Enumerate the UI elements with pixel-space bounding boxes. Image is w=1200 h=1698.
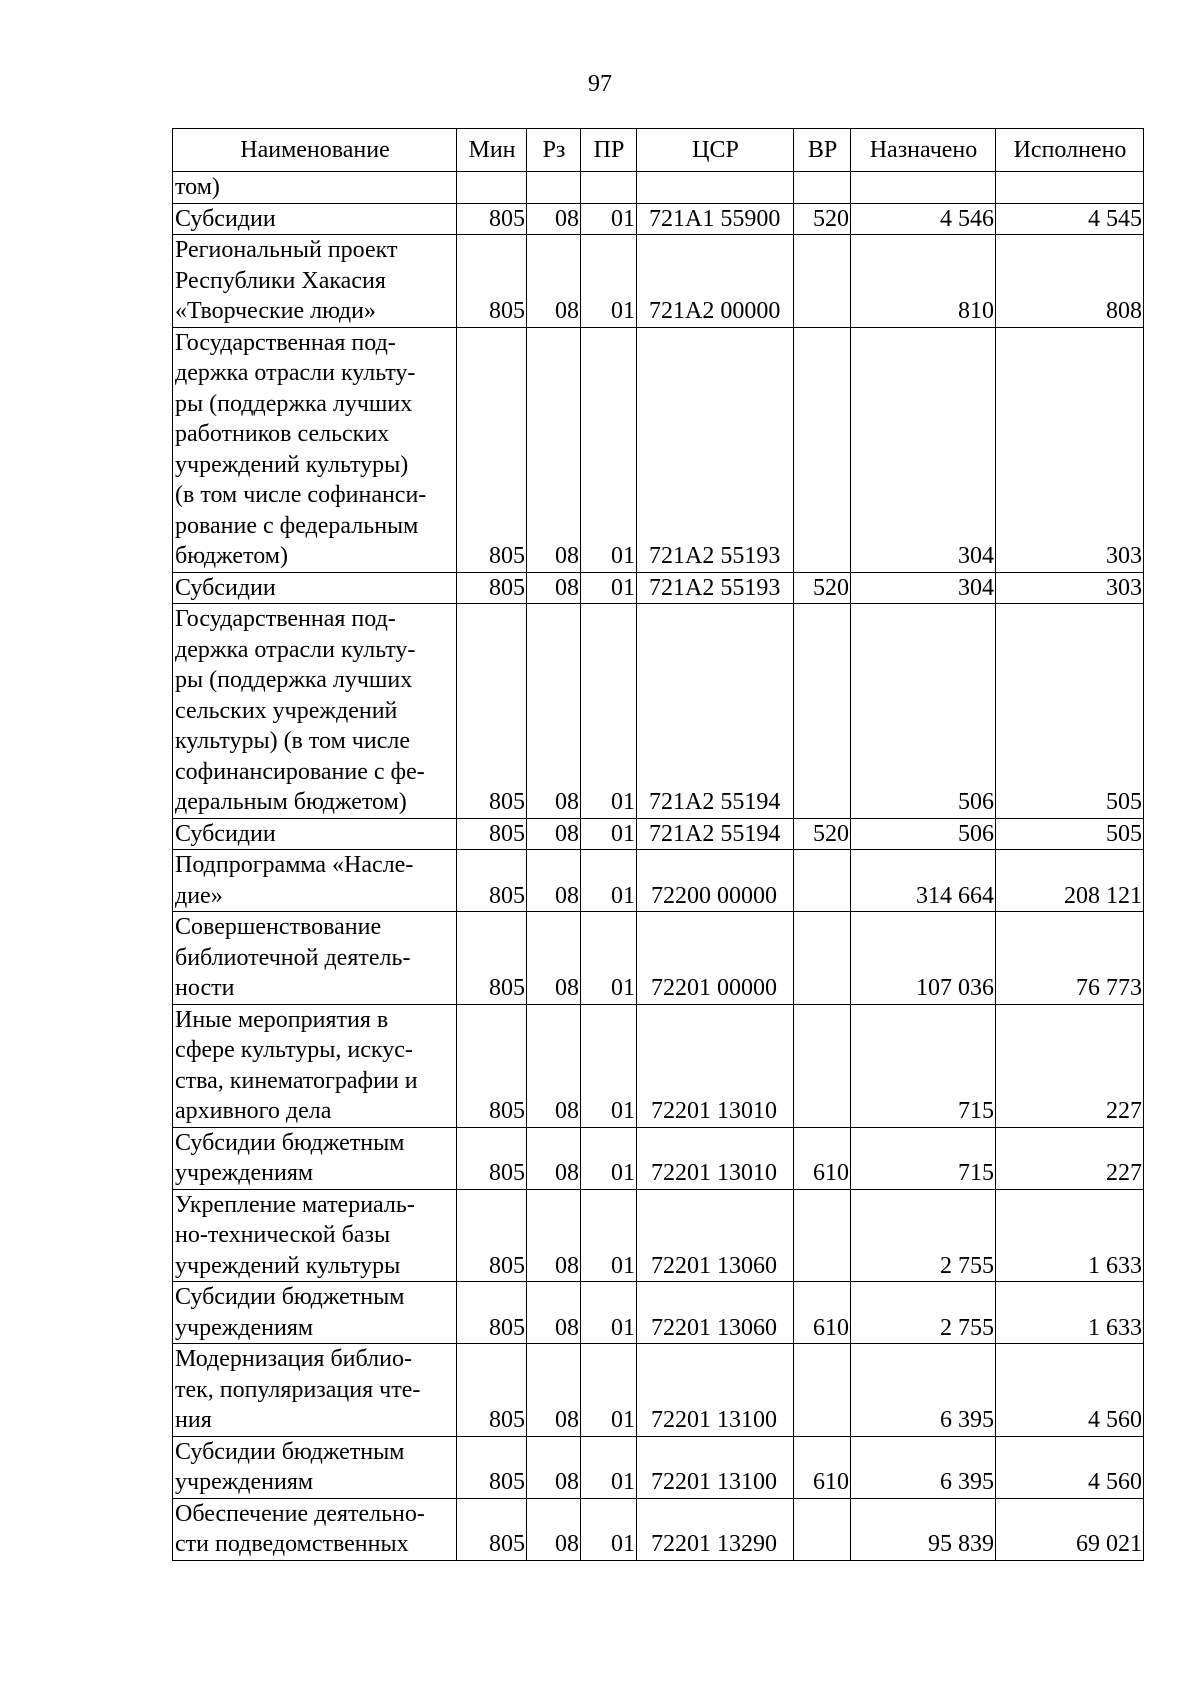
cell-csr: 721A1 55900 xyxy=(637,203,794,235)
cell-rz: 08 xyxy=(527,1498,581,1560)
header-csr: ЦСР xyxy=(637,129,794,172)
cell-pr: 01 xyxy=(581,1282,637,1344)
cell-name xyxy=(173,1282,457,1344)
cell-min: 805 xyxy=(457,572,527,604)
cell-name-line: сфере культуры, искус- xyxy=(175,1037,413,1063)
cell-name-line: культуры) (в том числе xyxy=(175,728,410,754)
cell-assigned xyxy=(851,172,996,204)
cell-name-line: Субсидии бюджетным xyxy=(175,1284,405,1310)
cell-min: 805 xyxy=(457,1344,527,1437)
cell-pr: 01 xyxy=(581,1189,637,1282)
cell-min xyxy=(457,172,527,204)
cell-min: 805 xyxy=(457,327,527,572)
cell-name xyxy=(173,327,457,572)
cell-name xyxy=(173,1436,457,1498)
cell-executed: 227 xyxy=(996,1127,1144,1189)
cell-name-line: Субсидии xyxy=(175,574,276,601)
cell-assigned: 810 xyxy=(851,235,996,328)
cell-pr: 01 xyxy=(581,1344,637,1437)
cell-name-line: но-технической базы xyxy=(175,1222,391,1248)
budget-execution-table xyxy=(172,128,1144,1561)
header-pr: ПР xyxy=(581,129,637,172)
cell-name-line: держка отрасли культу- xyxy=(175,360,416,386)
cell-name-line: Субсидии бюджетным xyxy=(175,1129,405,1156)
cell-rz: 08 xyxy=(527,572,581,604)
cell-name xyxy=(173,235,457,328)
cell-executed: 1 633 xyxy=(996,1282,1144,1344)
cell-csr: 721A2 55193 xyxy=(637,327,794,572)
cell-name-line: том) xyxy=(175,174,220,200)
cell-vr: 520 xyxy=(794,818,851,850)
cell-executed: 227 xyxy=(996,1004,1144,1127)
cell-pr: 01 xyxy=(581,850,637,912)
header-assigned: Назначено xyxy=(851,129,996,172)
cell-assigned: 6 395 xyxy=(851,1344,996,1437)
table-row xyxy=(173,1344,1144,1437)
table-row xyxy=(173,203,1144,235)
cell-csr: 72201 13290 xyxy=(637,1498,794,1560)
cell-assigned: 107 036 xyxy=(851,912,996,1005)
cell-assigned: 304 xyxy=(851,572,996,604)
cell-vr: 520 xyxy=(794,572,851,604)
cell-csr: 721A2 00000 xyxy=(637,235,794,328)
table-row xyxy=(173,604,1144,819)
cell-name-line: Государственная под- xyxy=(175,606,396,632)
cell-name xyxy=(173,203,457,235)
cell-rz: 08 xyxy=(527,235,581,328)
cell-pr: 01 xyxy=(581,1127,637,1189)
table-row xyxy=(173,172,1144,204)
table-row xyxy=(173,912,1144,1005)
cell-min: 805 xyxy=(457,818,527,850)
cell-csr: 72201 13010 xyxy=(637,1004,794,1127)
cell-pr: 01 xyxy=(581,327,637,572)
cell-name xyxy=(173,1189,457,1282)
cell-name xyxy=(173,172,457,204)
cell-name-line: сельских учреждений xyxy=(175,697,398,724)
cell-rz: 08 xyxy=(527,1127,581,1189)
cell-vr xyxy=(794,327,851,572)
cell-csr: 721A2 55193 xyxy=(637,572,794,604)
cell-executed: 303 xyxy=(996,327,1144,572)
cell-name-line: бюджетом) xyxy=(175,543,288,569)
cell-rz: 08 xyxy=(527,850,581,912)
cell-rz: 08 xyxy=(527,818,581,850)
cell-assigned: 95 839 xyxy=(851,1498,996,1560)
cell-name-line: ры (поддержка лучших xyxy=(175,390,413,417)
cell-name-line: библиотечной деятель- xyxy=(175,944,411,971)
table-row xyxy=(173,1498,1144,1560)
table-row xyxy=(173,235,1144,328)
cell-csr: 72201 13100 xyxy=(637,1344,794,1437)
table-row xyxy=(173,327,1144,572)
table-row xyxy=(173,1189,1144,1282)
cell-rz: 08 xyxy=(527,1282,581,1344)
cell-name-line: учреждений культуры xyxy=(175,1252,401,1279)
cell-min: 805 xyxy=(457,1498,527,1560)
cell-name xyxy=(173,912,457,1005)
cell-name-line: софинансирование с фе- xyxy=(175,758,425,785)
cell-assigned: 506 xyxy=(851,604,996,819)
cell-name-line: учреждений культуры) xyxy=(175,451,409,478)
cell-rz: 08 xyxy=(527,1189,581,1282)
cell-name xyxy=(173,572,457,604)
cell-executed: 4 545 xyxy=(996,203,1144,235)
cell-csr: 721A2 55194 xyxy=(637,604,794,819)
cell-vr: 610 xyxy=(794,1436,851,1498)
cell-min: 805 xyxy=(457,604,527,819)
cell-name-line: ства, кинематографии и xyxy=(175,1067,418,1094)
cell-name-line: Субсидии xyxy=(175,820,276,847)
cell-name-line: Обеспечение деятельно- xyxy=(175,1500,425,1527)
cell-name-line: учреждениям xyxy=(175,1160,314,1186)
cell-vr xyxy=(794,1498,851,1560)
cell-name-line: учреждениям xyxy=(175,1314,314,1341)
cell-vr: 610 xyxy=(794,1282,851,1344)
cell-pr: 01 xyxy=(581,1436,637,1498)
cell-rz: 08 xyxy=(527,1436,581,1498)
table-row xyxy=(173,818,1144,850)
cell-rz: 08 xyxy=(527,203,581,235)
cell-executed: 505 xyxy=(996,604,1144,819)
cell-vr xyxy=(794,172,851,204)
cell-name-line: Субсидии бюджетным xyxy=(175,1438,405,1465)
cell-name-line: (в том числе софинанси- xyxy=(175,482,427,508)
cell-assigned: 4 546 xyxy=(851,203,996,235)
cell-name-line: ности xyxy=(175,975,235,1001)
cell-pr: 01 xyxy=(581,912,637,1005)
cell-name-line: ния xyxy=(175,1407,212,1433)
header-vr: ВР xyxy=(794,129,851,172)
table-row xyxy=(173,1127,1144,1189)
cell-pr: 01 xyxy=(581,818,637,850)
cell-vr xyxy=(794,604,851,819)
cell-min: 805 xyxy=(457,1004,527,1127)
cell-executed: 505 xyxy=(996,818,1144,850)
cell-name-line: деральным бюджетом) xyxy=(175,789,407,815)
table-row xyxy=(173,1282,1144,1344)
cell-vr: 520 xyxy=(794,203,851,235)
cell-vr xyxy=(794,850,851,912)
cell-name-line: сти подведомственных xyxy=(175,1531,409,1557)
cell-min: 805 xyxy=(457,1189,527,1282)
cell-vr: 610 xyxy=(794,1127,851,1189)
cell-name-line: рование с федеральным xyxy=(175,512,419,539)
cell-pr: 01 xyxy=(581,235,637,328)
cell-min: 805 xyxy=(457,912,527,1005)
cell-pr: 01 xyxy=(581,572,637,604)
cell-assigned: 2 755 xyxy=(851,1189,996,1282)
cell-csr: 72201 13060 xyxy=(637,1189,794,1282)
cell-executed: 208 121 xyxy=(996,850,1144,912)
cell-min: 805 xyxy=(457,1127,527,1189)
cell-vr xyxy=(794,912,851,1005)
cell-executed: 4 560 xyxy=(996,1436,1144,1498)
cell-name-line: Укрепление материаль- xyxy=(175,1191,415,1218)
cell-rz: 08 xyxy=(527,1004,581,1127)
cell-rz: 08 xyxy=(527,604,581,819)
cell-vr xyxy=(794,1004,851,1127)
header-rz: Рз xyxy=(527,129,581,172)
cell-min: 805 xyxy=(457,1282,527,1344)
cell-executed: 4 560 xyxy=(996,1344,1144,1437)
cell-csr xyxy=(637,172,794,204)
cell-name-line: Субсидии xyxy=(175,205,276,232)
cell-executed xyxy=(996,172,1144,204)
cell-rz xyxy=(527,172,581,204)
cell-vr xyxy=(794,1344,851,1437)
cell-name-line: учреждениям xyxy=(175,1469,314,1495)
cell-name xyxy=(173,1127,457,1189)
cell-name-line: Иные мероприятия в xyxy=(175,1006,389,1033)
cell-csr: 721A2 55194 xyxy=(637,818,794,850)
cell-name-line: тек, популяризация чте- xyxy=(175,1376,421,1403)
cell-executed: 808 xyxy=(996,235,1144,328)
cell-name xyxy=(173,1498,457,1560)
cell-csr: 72200 00000 xyxy=(637,850,794,912)
cell-name xyxy=(173,604,457,819)
cell-executed: 303 xyxy=(996,572,1144,604)
cell-name-line: работников сельских xyxy=(175,421,390,447)
cell-csr: 72201 00000 xyxy=(637,912,794,1005)
cell-vr xyxy=(794,1189,851,1282)
cell-executed: 1 633 xyxy=(996,1189,1144,1282)
cell-vr xyxy=(794,235,851,328)
cell-executed: 69 021 xyxy=(996,1498,1144,1560)
cell-assigned: 6 395 xyxy=(851,1436,996,1498)
cell-assigned: 314 664 xyxy=(851,850,996,912)
cell-assigned: 715 xyxy=(851,1004,996,1127)
table-row xyxy=(173,572,1144,604)
cell-name-line: держка отрасли культу- xyxy=(175,636,416,663)
header-executed: Исполнено xyxy=(996,129,1144,172)
table-body xyxy=(173,172,1144,1561)
cell-pr: 01 xyxy=(581,1004,637,1127)
cell-csr: 72201 13100 xyxy=(637,1436,794,1498)
cell-min: 805 xyxy=(457,235,527,328)
cell-min: 805 xyxy=(457,850,527,912)
cell-pr: 01 xyxy=(581,604,637,819)
page-number: 97 xyxy=(588,71,612,97)
cell-pr: 01 xyxy=(581,203,637,235)
table-row xyxy=(173,1436,1144,1498)
cell-name-line: Совершенствование xyxy=(175,914,382,940)
cell-executed: 76 773 xyxy=(996,912,1144,1005)
table-header-row xyxy=(173,129,1144,172)
cell-rz: 08 xyxy=(527,1344,581,1437)
cell-assigned: 304 xyxy=(851,327,996,572)
cell-rz: 08 xyxy=(527,912,581,1005)
table-row xyxy=(173,850,1144,912)
cell-name xyxy=(173,1344,457,1437)
cell-csr: 72201 13060 xyxy=(637,1282,794,1344)
cell-name-line: Республики Хакасия xyxy=(175,267,386,294)
cell-name-line: Модернизация библио- xyxy=(175,1346,412,1372)
cell-name-line: Государственная под- xyxy=(175,329,396,356)
cell-assigned: 506 xyxy=(851,818,996,850)
cell-rz: 08 xyxy=(527,327,581,572)
cell-pr: 01 xyxy=(581,1498,637,1560)
header-min: Мин xyxy=(457,129,527,172)
header-name: Наименование xyxy=(173,129,457,172)
cell-min: 805 xyxy=(457,1436,527,1498)
cell-name-line: Подпрограмма «Насле- xyxy=(175,852,414,878)
cell-name-line: дие» xyxy=(175,882,223,909)
cell-pr xyxy=(581,172,637,204)
cell-name-line: архивного дела xyxy=(175,1098,332,1124)
cell-name-line: «Творческие люди» xyxy=(175,298,376,324)
cell-assigned: 2 755 xyxy=(851,1282,996,1344)
cell-assigned: 715 xyxy=(851,1127,996,1189)
cell-name xyxy=(173,818,457,850)
table-row xyxy=(173,1004,1144,1127)
cell-name-line: Региональный проект xyxy=(175,237,398,263)
cell-name xyxy=(173,1004,457,1127)
cell-name xyxy=(173,850,457,912)
cell-name-line: ры (поддержка лучших xyxy=(175,667,413,693)
cell-min: 805 xyxy=(457,203,527,235)
cell-csr: 72201 13010 xyxy=(637,1127,794,1189)
